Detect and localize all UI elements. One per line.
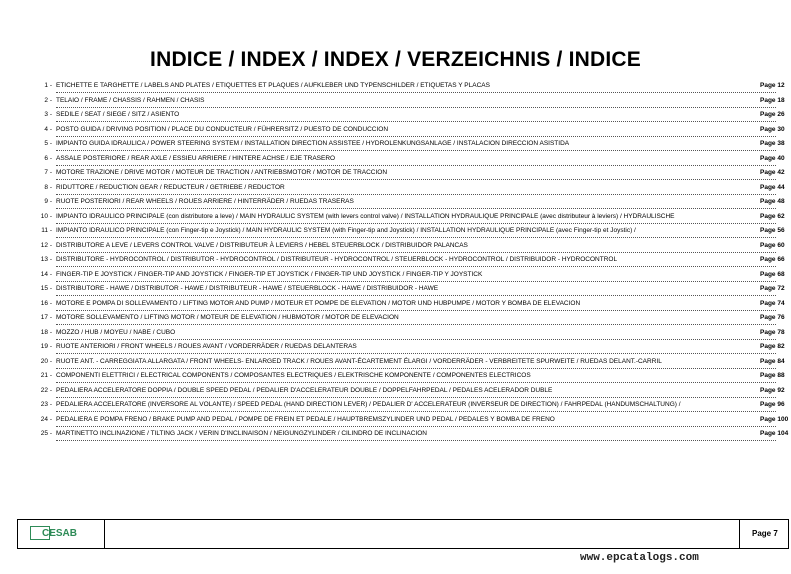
toc-row-title	[56, 414, 776, 427]
toc-row[interactable]	[30, 327, 791, 339]
toc-row[interactable]	[30, 356, 791, 368]
footer-spacer	[104, 520, 740, 548]
toc-row-title-text: DISTRIBUTORE - HYDROCONTROL / DISTRIBUTOR - HYDROCONTROL / DISTRIBUTEUR - HYDROCONTROL / STEUERBLOCK - HYDROCONTROL / DISTRIBUIDOR - HYDROCONTROL	[56, 256, 618, 263]
footer-bar	[17, 519, 789, 549]
toc-row-title-text: IMPIANTO IDRAULICO PRINCIPALE (con distributore a leve) / MAIN HYDRAULIC SYSTEM (with levers control valve) / INSTALLATION HYDRAULIQUE PRINCIPALE (avec distributeur à leviers) / HYDRAULISCHE	[56, 212, 675, 220]
toc-row[interactable]	[30, 124, 791, 136]
toc-row[interactable]	[30, 153, 791, 165]
toc-row-title	[56, 240, 776, 253]
toc-row-title-text: RUOTE ANTERIORI / FRONT WHEELS / ROUES AVANT / VORDERRÄDER / RUEDAS DELANTERAS	[56, 343, 357, 350]
toc-row[interactable]	[30, 283, 791, 295]
toc-row-number: 15 -	[40, 285, 52, 292]
toc-row-title-text: PEDALIERA ACCELERATORE (INVERSORE AL VOLANTE) / SPEED PEDAL (HAND DIRECTION LEVER) / PEDALIER D' ACCELERATEUR (INVERSEUR DE DIRECTION) / FAHRPEDAL (HANDUMSCHALTUNG) /	[56, 401, 681, 408]
toc-row[interactable]	[30, 370, 791, 382]
toc-row-number: 14 -	[40, 270, 52, 278]
toc-row-title	[56, 370, 776, 383]
toc-row-page: Page 84	[760, 357, 785, 365]
toc-row[interactable]	[30, 385, 791, 397]
toc-row-page: Page 68	[760, 270, 785, 278]
toc-row-number: 19 -	[40, 343, 52, 350]
toc-row-number: 13 -	[40, 256, 52, 263]
toc-row-title	[56, 196, 776, 209]
toc-row[interactable]	[30, 254, 791, 266]
toc-row-title	[56, 109, 776, 122]
toc-row[interactable]	[30, 414, 791, 426]
toc-row[interactable]	[30, 138, 791, 150]
toc-row-number: 10 -	[40, 212, 52, 220]
toc-row-page: Page 48	[760, 198, 785, 205]
toc-row-page: Page 26	[760, 111, 785, 118]
toc-row-title	[56, 298, 776, 311]
toc-row-number: 8 -	[44, 183, 52, 191]
toc-row-title	[56, 269, 776, 282]
toc-row-title-text: MOTORE TRAZIONE / DRIVE MOTOR / MOTEUR DE TRACTION / ANTRIEBSMOTOR / MOTOR DE TRACCION	[56, 169, 388, 176]
watermark: www.epcatalogs.com	[580, 552, 699, 564]
toc-row-number: 1 -	[44, 82, 52, 89]
toc-row-title-text: ASSALE POSTERIORE / REAR AXLE / ESSIEU ARRIERE / HINTERE ACHSE / EJE TRASERO	[56, 154, 336, 162]
toc-row-page: Page 96	[760, 401, 785, 408]
toc-row-title-text: ETICHETTE E TARGHETTE / LABELS AND PLATES / ETIQUETTES ET PLAQUES / AUFKLEBER UND TYPENSCHILDER / ETIQUETAS Y PLACAS	[56, 82, 490, 89]
toc-row-number: 7 -	[44, 169, 52, 176]
toc-row-title-text: FINGER-TIP E JOYSTICK / FINGER-TIP AND JOYSTICK / FINGER-TIP ET JOYSTICK / FINGER-TIP UND JOYSTICK / FINGER-TIP Y JOYSTICK	[56, 270, 483, 278]
toc-row-title-text: RIDUTTORE / REDUCTION GEAR / REDUCTEUR / GETRIEBE / REDUCTOR	[56, 183, 285, 191]
toc-row[interactable]	[30, 399, 791, 411]
toc-row-page: Page 44	[760, 183, 785, 191]
toc-row-page: Page 40	[760, 154, 785, 162]
toc-row-number: 6 -	[44, 154, 52, 162]
toc-row-title-text: DISTRIBUTORE A LEVE / LEVERS CONTROL VALVE / DISTRIBUTEUR À LEVIERS / HEBEL STEUERBLOCK / DISTRIBUIDOR PALANCAS	[56, 241, 468, 249]
toc-row-title-text: MARTINETTO INCLINAZIONE / TILTING JACK / VERIN D'INCLINAISON / NEIGUNGZYLINDER / CILINDRO DE INCLINACION	[56, 430, 427, 437]
toc-row[interactable]	[30, 240, 791, 252]
toc-row-number: 23 -	[40, 401, 52, 408]
toc-row[interactable]	[30, 298, 791, 310]
toc-row[interactable]	[30, 269, 791, 281]
toc-row-page: Page 72	[760, 285, 785, 292]
toc-row-page: Page 78	[760, 328, 785, 336]
toc-row-title	[56, 356, 776, 369]
toc-row-title-text: PEDALIERA E POMPA FRENO / BRAKE PUMP AND PEDAL / POMPE DE FREIN ET PEDALE / HAUPTBREMSZYLINDER UND PEDAL / PEDALES Y BOMBA DE FRENO	[56, 415, 555, 423]
toc-row-number: 16 -	[40, 299, 52, 307]
toc-row-title-text: MOZZO / HUB / MOYEU / NABE / CUBO	[56, 328, 176, 336]
toc-row-title-text: RUOTE POSTERIORI / REAR WHEELS / ROUES ARRIERE / HINTERRÄDER / RUEDAS TRASERAS	[56, 198, 354, 205]
toc-row-title	[56, 211, 776, 224]
toc-row-title-text: RUOTE ANT. - CARREGGIATA ALLARGATA / FRONT WHEELS- ENLARGED TRACK / ROUES AVANT-ÉCARTEMENT ÉLARGI / VORDERRÄDER - VERBREITETE SPURWEITE / RUEDAS DELANT.-CARRIL	[56, 357, 662, 365]
toc-row-number: 22 -	[40, 386, 52, 394]
toc-row-title	[56, 428, 776, 441]
toc-row-number: 18 -	[40, 328, 52, 336]
toc-row-title	[56, 399, 776, 412]
toc-row-title-text: SEDILE / SEAT / SIEGE / SITZ / ASIENTO	[56, 111, 180, 118]
toc-row-page: Page 74	[760, 299, 785, 307]
toc-row[interactable]	[30, 312, 791, 324]
toc-row-number: 2 -	[44, 96, 52, 104]
page-title: INDICE / INDEX / INDEX / VERZEICHNIS / INDICE	[150, 48, 641, 71]
toc-row-page: Page 56	[760, 227, 785, 234]
toc-row-title	[56, 138, 776, 151]
toc-row-title	[56, 327, 776, 340]
toc-row-title-text: MOTORE E POMPA DI SOLLEVAMENTO / LIFTING MOTOR AND PUMP / MOTEUR ET POMPE DE ELEVATION / MOTOR UND HUBPUMPE / MOTOR Y BOMBA DE ELEVACION	[56, 299, 581, 307]
toc-row-number: 3 -	[44, 111, 52, 118]
toc-row-title-text: IMPIANTO IDRAULICO PRINCIPALE (con Finger-tip e Joystick) / MAIN HYDRAULIC SYSTEM (with Finger-tip and Joystick) / INSTALLATION HYDRAULIQUE PRINCIPALE (avec Finger-tip et Joystic) /	[56, 227, 636, 234]
toc-row-title	[56, 80, 776, 93]
toc-row-number: 12 -	[40, 241, 52, 249]
footer-page-number: Page 7	[752, 529, 778, 538]
toc-row[interactable]	[30, 167, 791, 179]
toc-row-title	[56, 95, 776, 108]
toc-row-page: Page 88	[760, 372, 785, 379]
toc-row-number: 9 -	[44, 198, 52, 205]
toc-row-title	[56, 124, 776, 137]
toc-row[interactable]	[30, 196, 791, 208]
toc-row-page: Page 18	[760, 96, 785, 104]
toc-row[interactable]	[30, 428, 791, 440]
toc-row-title	[56, 283, 776, 296]
toc-row-page: Page 30	[760, 125, 785, 133]
toc-row[interactable]	[30, 182, 791, 194]
toc-row-page: Page 62	[760, 212, 785, 220]
toc-row-number: 21 -	[40, 372, 52, 379]
toc-row-title-text: POSTO GUIDA / DRIVING POSITION / PLACE DU CONDUCTEUR / FÜHRERSITZ / PUESTO DE CONDUCCION	[56, 125, 389, 133]
toc-row-number: 17 -	[40, 314, 52, 321]
toc-row-title-text: IMPIANTO GUIDA IDRAULICA / POWER STEERING SYSTEM / INSTALLATION DIRECTION ASSISTEE / HYDROLENKUNGSANLAGE / INSTALACION DIRECCION ASISTIDA	[56, 140, 570, 147]
toc-row-page: Page 82	[760, 343, 785, 350]
toc-row-title-text: COMPONENTI ELETTRICI / ELECTRICAL COMPONENTS / COMPOSANTES ELECTRIQUES / ELEKTRISCHE KOMPONENTE / COMPONENTES ELECTRICOS	[56, 372, 531, 379]
toc-row-title-text: MOTORE SOLLEVAMENTO / LIFTING MOTOR / MOTEUR DE ELEVATION / HUBMOTOR / MOTOR DE ELEVACION	[56, 314, 399, 321]
toc-row-number: 25 -	[40, 430, 52, 437]
toc-row-page: Page 12	[760, 82, 785, 89]
toc-row-title	[56, 225, 776, 238]
toc-row-title	[56, 385, 776, 398]
toc-row-page: Page 92	[760, 386, 785, 394]
toc-row-number: 24 -	[40, 415, 52, 423]
toc-row-title	[56, 167, 776, 180]
toc-row-number: 4 -	[44, 125, 52, 133]
toc-row-title-text: PEDALIERA ACCELERATORE DOPPIA / DOUBLE SPEED PEDAL / PEDALIER D'ACCELERATEUR DOUBLE / DOPPELFAHRPEDAL / PEDALES ACELERADOR DUBLE	[56, 386, 553, 394]
toc-row[interactable]	[30, 95, 791, 107]
toc-row-page: Page 66	[760, 256, 785, 263]
toc-row-number: 11 -	[41, 227, 52, 234]
toc-row-page: Page 38	[760, 140, 785, 147]
toc-row-page: Page 104	[760, 430, 789, 437]
toc-row-number: 20 -	[40, 357, 52, 365]
toc-row-title	[56, 182, 776, 195]
toc-row-page: Page 76	[760, 314, 785, 321]
toc-row[interactable]	[30, 80, 791, 92]
toc-row-title-text: TELAIO / FRAME / CHASSIS / RAHMEN / CHASIS	[56, 96, 205, 104]
toc-row-page: Page 42	[760, 169, 785, 176]
toc-row-title	[56, 153, 776, 166]
toc-row-number: 5 -	[44, 140, 52, 147]
toc-row-title	[56, 312, 776, 325]
toc-row-page: Page 100	[760, 415, 789, 423]
toc-row[interactable]	[30, 109, 791, 121]
toc-row[interactable]	[30, 225, 791, 237]
toc-row[interactable]	[30, 341, 791, 353]
toc-row[interactable]	[30, 211, 791, 223]
toc-row-title-text: DISTRIBUTORE - HAWE / DISTRIBUTOR - HAWE / DISTRIBUTEUR - HAWE / STEUERBLOCK - HAWE / DISTRIBUIDOR - HAWE	[56, 285, 439, 292]
cesab-logo	[22, 526, 108, 548]
logo-text: CESAB	[42, 528, 78, 539]
toc-row-page: Page 60	[760, 241, 785, 249]
toc-row-title	[56, 341, 776, 354]
toc-row-title	[56, 254, 776, 267]
